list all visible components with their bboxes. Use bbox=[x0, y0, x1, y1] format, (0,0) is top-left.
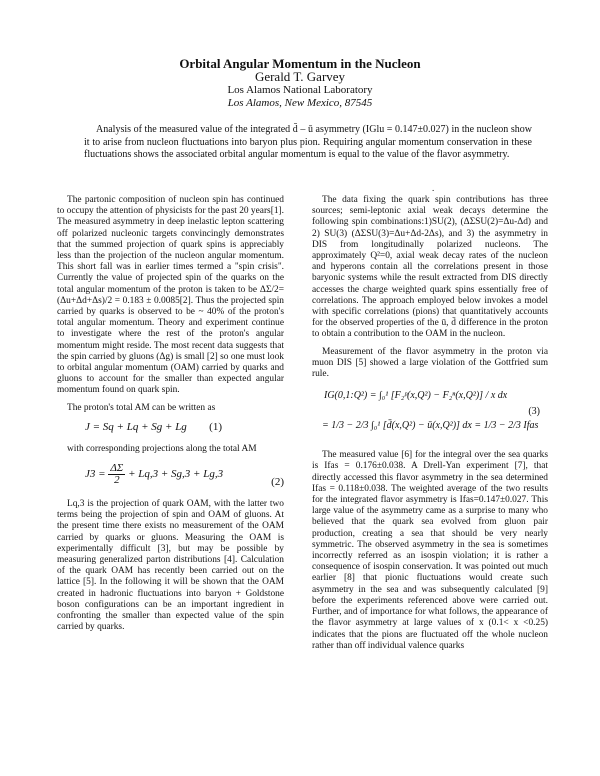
equation-2-number: (2) bbox=[271, 476, 284, 489]
equation-2-body bbox=[85, 463, 223, 486]
equation-2 bbox=[57, 461, 284, 495]
eq2-lead-text: with corresponding projections along the total AM bbox=[67, 443, 257, 454]
left-column bbox=[57, 195, 284, 640]
equation-2-rhs: + Lq,3 + Sg,3 + Lg,3 bbox=[128, 468, 224, 481]
spin-data-paragraph: The data fixing the quark spin contributions has three sources; semi-leptonic axial weak decays determine the following spin combinations:1)SU(2), (ΔΣSU(2)=Δu-Δd) and 2) SU(3) (ΔΣSU(3)=Δu+Δd-2Δs), and 3) the asymmetry in DIS from longitudinally polarized nucleons. The approximately Q²=0, axial weak decay rates of the nucleon and hyperons contain all the correlations present in those baryonic systems while the result extracted from DIS directly accesses the charge weighted quark spins essentially free of correlations. The approach employed below invokes a model with specific correlations (pions) that quantitatively accounts for the observed properties of the ū, d̄ difference in the proton to obtain a contribution to the OAM in the nucleon. bbox=[312, 195, 548, 340]
equation-1-number: (1) bbox=[209, 420, 222, 433]
abstract bbox=[84, 124, 532, 162]
equation-3 bbox=[312, 386, 548, 446]
equation-3-line-1: IG(0,1:Q²) = ∫₀¹ [F₂ᵖ(x,Q²) − F₂ⁿ(x,Q²)] / x dx bbox=[324, 390, 508, 402]
abstract-text: Analysis of the measured value of the integrated d̄ – ū asymmetry (IGlu = 0.147±0.027) in the nucleon show it to arise from nucleon fluctuations into baryon plus pion. Requiring angular momentum conservation in these fluctuations shows the associated orbital angular momentum is equal to the value of the flavor asymmetry. bbox=[84, 124, 532, 160]
equation-2-numerator: ΔΣ bbox=[110, 462, 124, 475]
equation-2-lhs: J3 = bbox=[85, 468, 106, 481]
oam-paragraph: Lq,3 is the projection of quark OAM, with the latter two terms being the projection of spin and OAM of gluons. At the present time there exists no measurement of the OAM carried by quarks or gluons. Measuring the OAM is experimentally difficult [3], but may be possible by measuring generalized parton distributions [4]. Calculation of the quark OAM has recently been carried out on the lattice [5]. In the following it will be shown that the OAM created in hadronic fluctuations into baryon + Goldstone boson configurations can be an important ingredient in confronting the smaller than expected value of the spin carried by quarks. bbox=[57, 499, 284, 633]
paper-title: Orbital Angular Momentum in the Nucleon bbox=[179, 56, 421, 71]
eq1-lead-text: The proton's total AM can be written as bbox=[67, 402, 216, 413]
stray-dot: . bbox=[432, 183, 435, 193]
equation-2-fraction bbox=[108, 463, 125, 486]
author-location: Los Alamos, New Mexico, 87545 bbox=[227, 97, 373, 109]
gottfried-paragraph: Measurement of the flavor asymmetry in the proton via muon DIS [5] showed a large violation of the Gottfried sum rule. bbox=[312, 346, 548, 380]
author-affiliation: Los Alamos National Laboratory bbox=[227, 84, 373, 96]
equation-1 bbox=[57, 420, 284, 440]
intro-paragraph: The partonic composition of nucleon spin has continued to occupy the attention of physicists for the past 20 years[1]. The measured asymmetry in deep inelastic lepton scattering off polarized nucleonic targets convincingly demonstrates that the summed projection of quark spins is appreciably less than the projection of the nucleon angular momentum. This short fall was in earlier times termed a "spin crisis". Currently the value of projected spin of the quarks on the total angular momentum of the proton is taken to be ΔΣ/2=(Δu+Δd+Δs)/2 = 0.183 ± 0.0085[2]. Thus the projected spin carried by quarks is observed to be ~ 40% of the proton's total angular momentum. Theory and experiment continue to investigate where the rest of the proton's angular momentum might reside. The most recent data suggests that the spin carried by gluons (Δg) is small [2] so one must look to orbital angular momentum (OAM) carried by quarks and gluons to account for the smaller than expected angular momentum found on quark spin. bbox=[57, 195, 284, 396]
equation-2-denominator: 2 bbox=[114, 474, 120, 487]
equation-1-body: J = Sq + Lq + Sg + Lg bbox=[85, 420, 187, 433]
right-column bbox=[312, 195, 548, 658]
equation-3-line-2: = 1/3 − 2/3 ∫₀¹ [d̄(x,Q²) − ū(x,Q²)] dx = 1/3 − 2/3 Ifas bbox=[322, 420, 539, 432]
flavor-asymmetry-paragraph: The measured value [6] for the integral over the sea quarks is Ifas = 0.176±0.038. A Drell-Yan experiment [7], that directly accessed this flavor asymmetry in the sea determined Ifas = 0.118±0.038. The weighted average of the two results for the integrated flavor asymmetry is Ifas=0.147±0.027. This large value of the asymmetry came as a surprise to many who believed that the quark sea evolved from gluon pair production, creating a sea that should be very nearly symmetric. The observed asymmetry in the sea is sometimes incorrectly referred as an isospin violation; it is rather a consequence of isospin conservation. It was pointed out much earlier [8] that pionic fluctuations would create such asymmetry in the sea and was subsequently calculated [9] before the experiments referenced above were carried out. Further, and of importance for what follows, the appearance of the flavor asymmetry at large values of x (0.1< x <0.25) indicates that the pions are fluctuated off the whole nucleon rather than off individual valence quarks bbox=[312, 450, 548, 651]
equation-3-number: (3) bbox=[528, 406, 540, 418]
author-name: Gerald T. Garvey bbox=[254, 69, 346, 84]
